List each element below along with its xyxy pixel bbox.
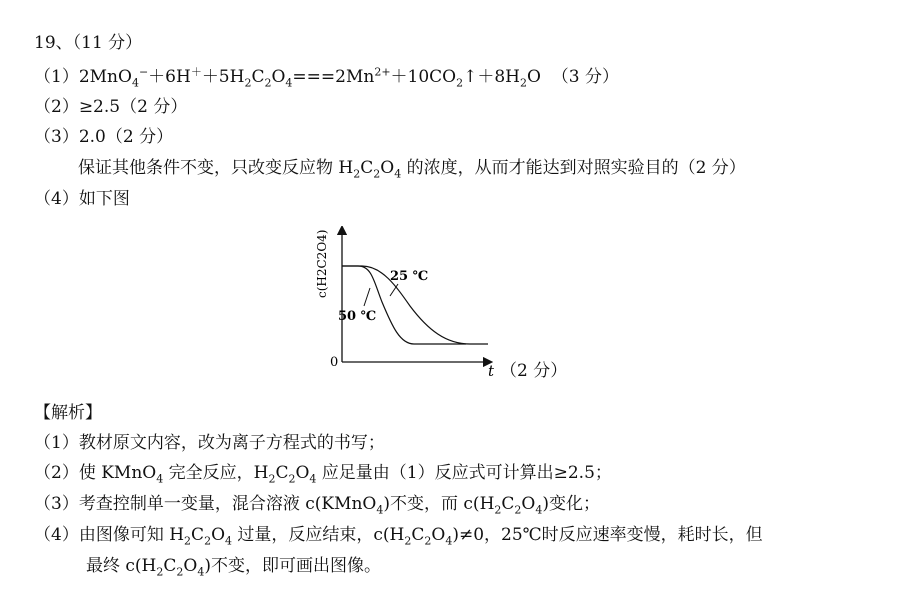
curve-50-pointer — [364, 288, 370, 306]
analysis-4: （4）由图像可知 $H_2C_2O_4$ 过量，反应结束，$c(H_2C_2O_4)\ne 0$，25℃时反应速率变慢，耗时长，但 — [34, 525, 763, 548]
answer-part-1 — [34, 66, 619, 88]
question-header: 19、（11 分） — [34, 33, 143, 53]
answer-part-3: （3）2.0（2 分） — [34, 127, 174, 147]
curve-50-label: 50 ℃ — [338, 309, 377, 324]
ionic-equation: $2MnO_4^-+6H^++5H_2C_2O_4===2Mn^{2+}+10CO_2↑+8H_2O$ — [78, 65, 541, 90]
part-1-score: （3 分） — [551, 67, 619, 87]
answer-part-3-note: 保证其他条件不变，只改变反应物 $H_2C_2O_4$ 的浓度，从而才能达到对照实验目的（2 分） — [78, 158, 746, 181]
origin-label: 0 — [330, 355, 339, 370]
x-axis-label: t — [488, 362, 495, 380]
curve-25-pointer — [390, 284, 398, 296]
answer-part-4: （4）如下图 — [34, 189, 130, 209]
analysis-title: 【解析】 — [34, 403, 102, 423]
answer-part-2: （2）≥2.5（2 分） — [34, 97, 188, 117]
analysis-1: （1）教材原文内容，改为离子方程式的书写； — [34, 433, 385, 453]
analysis-3: （3）考查控制单一变量，混合溶液 c(KMnO$_4$)不变，而 $c(H_2C_2O_4)$变化； — [34, 494, 600, 517]
curve-25-label: 25 ℃ — [390, 269, 429, 284]
y-axis-label: c(H2C2O4) — [315, 229, 329, 298]
part-1-label: （1） — [34, 67, 79, 87]
analysis-4-continued: 最终 $c(H_2C_2O_4)$不变，即可画出图像。 — [86, 556, 381, 579]
graph-score: （2 分） — [500, 361, 568, 381]
analysis-2: （2）使 KMnO$_4$ 完全反应，$H_2C_2O_4$ 应足量由（1）反应式可计算出≥2.5； — [34, 463, 612, 486]
